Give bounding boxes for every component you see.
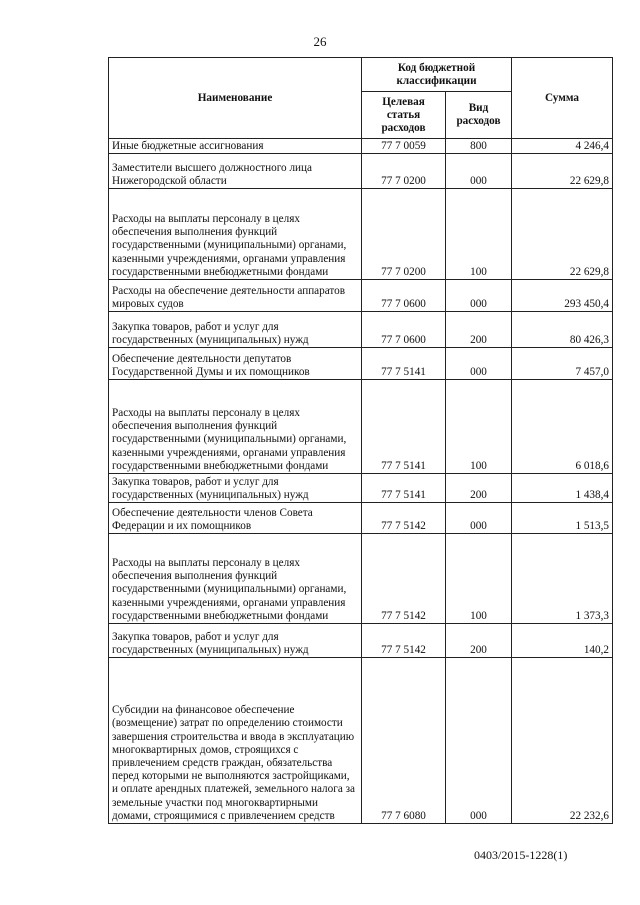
row-type: 000: [446, 503, 512, 534]
row-type: 200: [446, 312, 512, 348]
row-code: 77 7 0200: [362, 189, 446, 280]
row-code: 77 7 5142: [362, 624, 446, 658]
row-type: 800: [446, 139, 512, 154]
table-row: [109, 624, 613, 658]
row-name: Иные бюджетные ассигнования: [109, 139, 362, 154]
row-type: 200: [446, 624, 512, 658]
row-name: Закупка товаров, работ и услуг для государственных (муниципальных) нужд: [109, 624, 362, 658]
table-row: [109, 474, 613, 503]
row-name: Закупка товаров, работ и услуг для государственных (муниципальных) нужд: [109, 474, 362, 503]
row-amount: 140,2: [512, 624, 613, 658]
row-amount: 293 450,4: [512, 280, 613, 312]
row-code: 77 7 0200: [362, 154, 446, 189]
table-row: [109, 348, 613, 380]
row-code: 77 7 5141: [362, 380, 446, 474]
row-amount: 1 438,4: [512, 474, 613, 503]
row-amount: 22 629,8: [512, 189, 613, 280]
row-amount: 80 426,3: [512, 312, 613, 348]
header-name: Наименование: [109, 58, 362, 139]
row-code: 77 7 5141: [362, 474, 446, 503]
row-name: Обеспечение деятельности депутатов Государственной Думы и их помощников: [109, 348, 362, 380]
row-code: 77 7 5142: [362, 534, 446, 624]
row-amount: 22 629,8: [512, 154, 613, 189]
row-amount: 1 513,5: [512, 503, 613, 534]
row-amount: 1 373,3: [512, 534, 613, 624]
header-target-article: Целевая статья расходов: [362, 92, 446, 139]
table-row: [109, 380, 613, 474]
row-type: 000: [446, 280, 512, 312]
table-row: [109, 154, 613, 189]
table-row: [109, 280, 613, 312]
row-amount: 22 232,6: [512, 658, 613, 824]
row-type: 100: [446, 380, 512, 474]
row-name: Расходы на обеспечение деятельности аппаратов мировых судов: [109, 280, 362, 312]
table-row: [109, 658, 613, 824]
row-name: Расходы на выплаты персоналу в целях обеспечения выполнения функций государственными (муниципальными) органами, казенными учреждениями, органами управления государственными внебюджетными фондами: [109, 189, 362, 280]
row-name: Обеспечение деятельности членов Совета Федерации и их помощников: [109, 503, 362, 534]
row-type: 000: [446, 658, 512, 824]
row-amount: 6 018,6: [512, 380, 613, 474]
table-row: [109, 189, 613, 280]
row-type: 100: [446, 534, 512, 624]
row-type: 100: [446, 189, 512, 280]
table-row: [109, 503, 613, 534]
row-type: 200: [446, 474, 512, 503]
row-name: Субсидии на финансовое обеспечение (возмещение) затрат по определению стоимости завершения строительства и ввода в эксплуатацию многоквартирных домов, строящихся с привлечением средств граждан, обязательства перед которыми не выполняются застройщиками, и оплате арендных платежей, земельного налога за земельные участки под многоквартирными домами, строящимися с привлечением средств: [109, 658, 362, 824]
row-code: 77 7 0600: [362, 312, 446, 348]
row-name: Расходы на выплаты персоналу в целях обеспечения выполнения функций государственными (муниципальными) органами, казенными учреждениями, органами управления государственными внебюджетными фондами: [109, 380, 362, 474]
row-code: 77 7 6080: [362, 658, 446, 824]
header-expense-type: Вид расходов: [446, 92, 512, 139]
row-type: 000: [446, 348, 512, 380]
row-code: 77 7 5142: [362, 503, 446, 534]
budget-table: [108, 57, 613, 824]
row-code: 77 7 5141: [362, 348, 446, 380]
row-amount: 4 246,4: [512, 139, 613, 154]
table-row: [109, 312, 613, 348]
row-name: Закупка товаров, работ и услуг для государственных (муниципальных) нужд: [109, 312, 362, 348]
row-amount: 7 457,0: [512, 348, 613, 380]
table-row: [109, 139, 613, 154]
row-name: Заместители высшего должностного лица Нижегородской области: [109, 154, 362, 189]
row-code: 77 7 0059: [362, 139, 446, 154]
page-number: 26: [313, 34, 327, 49]
table-row: [109, 534, 613, 624]
row-code: 77 7 0600: [362, 280, 446, 312]
header-code-group: Код бюджетной классификации: [362, 58, 512, 92]
row-name: Расходы на выплаты персоналу в целях обеспечения выполнения функций государственными (муниципальными) органами, казенными учреждениями, органами управления государственными внебюджетными фондами: [109, 534, 362, 624]
row-type: 000: [446, 154, 512, 189]
document-number: 0403/2015-1228(1): [474, 848, 568, 862]
header-amount: Сумма: [512, 58, 613, 139]
